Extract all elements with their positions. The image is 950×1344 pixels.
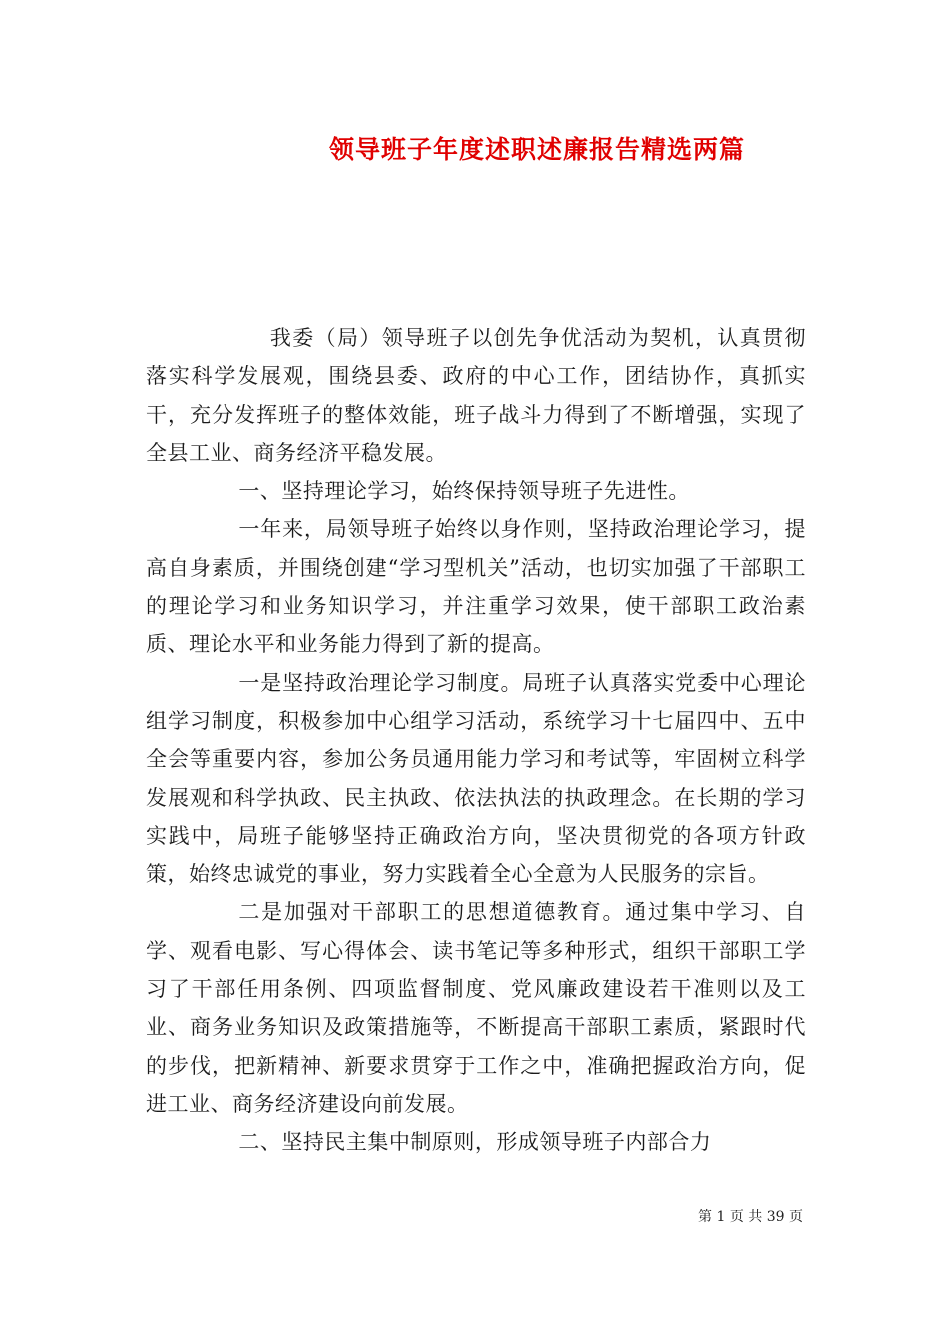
- document-title: 领导班子年度述职述廉报告精选两篇: [328, 135, 745, 164]
- page-number: 第 1 页 共 39 页: [698, 1209, 803, 1225]
- section-heading-1: 一、坚持理论学习，始终保持领导班子先进性。: [238, 479, 690, 504]
- section-heading-2: 二、坚持民主集中制原则，形成领导班子内部合力: [238, 1130, 712, 1155]
- paragraph-study-system: 一是坚持政治理论学习制度。局班子认真落实党委中心理论组学习制度，积极参加中心组学习活动，系统学习十七届四中、五中全会等重要内容，参加公务员通用能力学习和考试等，牢固树立科学发展观和科学执政、民主执政、依法执法的执政理念。在长期的学习实践中，局班子能够坚持正确政治方向，坚决贯彻党的各项方针政策，始终忠诚党的事业，努力实践着全心全意为人民服务的宗旨。: [146, 670, 806, 887]
- paragraph-moral-education: 二是加强对干部职工的思想道德教育。通过集中学习、自学、观看电影、写心得体会、读书笔记等多种形式，组织干部职工学习了干部任用条例、四项监督制度、党风廉政建设若干准则以及工业、商务业务知识及政策措施等，不断提高干部职工素质，紧跟时代的步伐，把新精神、新要求贯穿于工作之中，准确把握政治方向，促进工业、商务经济建设向前发展。: [146, 900, 806, 1116]
- document-body: [146, 319, 806, 1162]
- intro-paragraph: 我委（局）领导班子以创先争优活动为契机，认真贯彻落实科学发展观，围绕县委、政府的中心工作，团结协作，真抓实干，充分发挥班子的整体效能，班子战斗力得到了不断增强，实现了全县工业、商务经济平稳发展。: [146, 326, 806, 465]
- paragraph-study-overview: 一年来，局领导班子始终以身作则，坚持政治理论学习，提高自身素质，并围绕创建“学习型机关”活动，也切实加强了干部职工的理论学习和业务知识学习，并注重学习效果，使干部职工政治素质、理论水平和业务能力得到了新的提高。: [146, 517, 806, 657]
